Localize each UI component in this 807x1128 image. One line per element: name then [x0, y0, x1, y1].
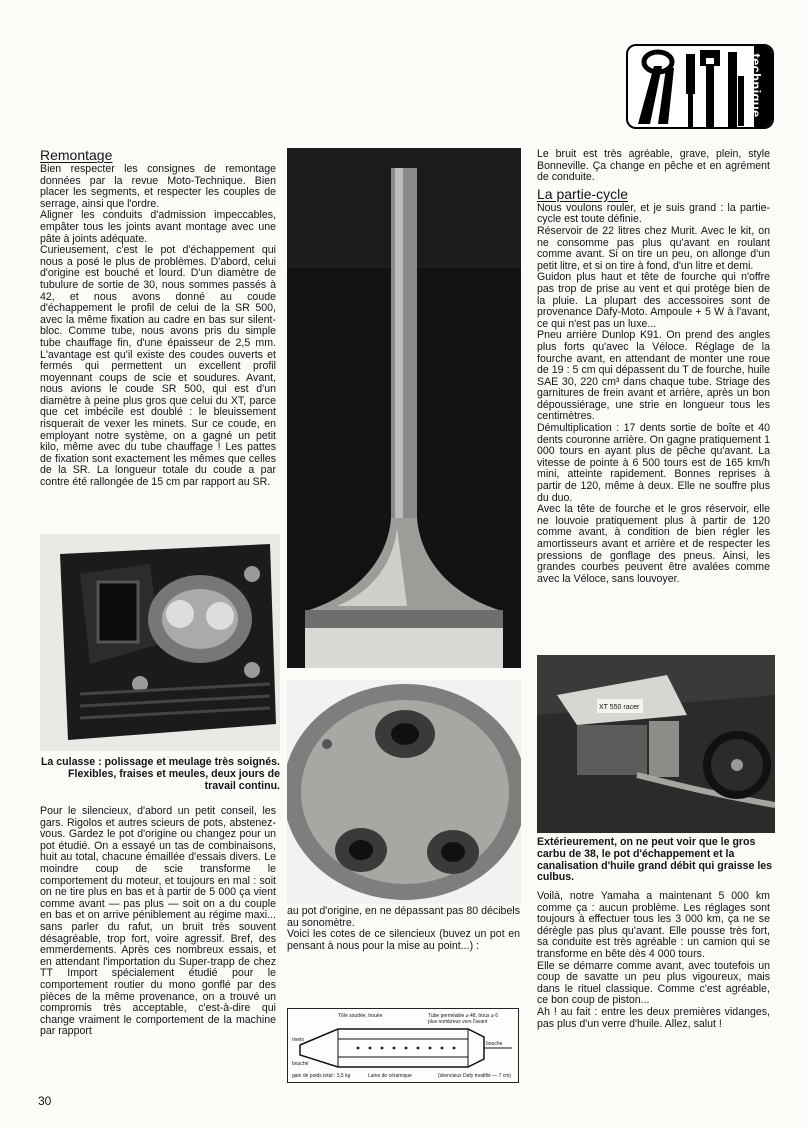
paragraph: Le bruit est très agréable, grave, plein, style Bonneville. Ça change en pêche et en agrément de conduite. [537, 148, 770, 184]
exterior-caption: Extérieurement, on ne peut voir que le gros carbu de 38, le pot d'échappement et la canalisation d'huile grand débit qui graisse les culbus. [537, 836, 773, 884]
label-bouche-right: bouche [486, 1041, 503, 1047]
label-laine: Laine de céramique [368, 1073, 412, 1079]
technique-logo [626, 44, 774, 129]
label-gain: gain de poids total : 3,5 kg [292, 1073, 351, 1079]
paragraph: Voici les cotes de ce silencieux (buvez un pot en pensant à nous pour la mise au point...) : [287, 928, 520, 952]
silencer-photo [287, 680, 521, 904]
label-rivets: rivets [292, 1037, 304, 1043]
remontage-section [40, 147, 276, 489]
page-number: 30 [38, 1094, 52, 1108]
paragraph: Avec la tête de fourche et le gros réservoir, elle ne louvoie pratiquement plus à partir de 120 comme avant, à condition de bien régler les amortisseurs avant et arrière et de respecter les pressions de gonflage des pneus. Ainsi, les grandes courbes peuvent être avalées comme avec la Véloce, sans louvoyer. [537, 503, 770, 585]
label-tole: Tôle soudée, trouée [338, 1013, 383, 1019]
culasse-photo [40, 534, 280, 751]
label-bouche: bouché [292, 1061, 309, 1067]
paragraph: Réservoir de 22 litres chez Murit. Avec le kit, on ne consomme pas plus qu'avant en roulant comme avant. Si on tire un peu, on allonge d'un petit litre, et si on tire à fond, d'un litre et demi. [537, 224, 770, 272]
remontage-heading: Remontage [40, 147, 113, 163]
paragraph: Bien respecter les consignes de remontage données par la revue Moto-Technique. Bien placer les segments, et respecter les couples de serrage, ainsi que l'ordre. [40, 163, 276, 210]
paragraph: Voilà, notre Yamaha a maintenant 5 000 km comme ça : aucun problème. Les réglages sont toujours à effectuer tous les 3 000 km, ça ne se dérègle pas plus qu'avant. Elle pousse très fort, sa conduite est très agréable : un camion qui se transforme en bête dès 4 000 tours. [537, 890, 770, 960]
label-silencieux: (silencieux Dafy modifié — 7 cm) [438, 1073, 512, 1079]
label-tube: Tube perméable ⌀ 48, trous ⌀ 6 plus nombreux vers l'avant [428, 1013, 499, 1025]
silencieux-section [40, 806, 276, 1038]
paragraph: au pot d'origine, en ne dépassant pas 80 décibels au sonomètre. [287, 905, 520, 929]
partie-cycle-heading: La partie-cycle [537, 185, 629, 202]
culasse-caption: La culasse : polissage et meulage très soignés. Flexibles, fraises et meules, deux jours de travail continu. [40, 756, 280, 792]
section-label: technique [748, 53, 764, 118]
paragraph: Nous voulons rouler, et je suis grand : la partie-cycle est toute définie. [537, 201, 770, 226]
paragraph: Elle se démarre comme avant, avec toutefois un coup de savatte un peu plus vigoureux, mais dans le rituel classique. Comme c'est agréable, ce bon coup de piston... [537, 959, 770, 1007]
paragraph: Ah ! au fait : entre les deux premières vidanges, pas plus d'un verre d'huile. Allez, salut ! [537, 1005, 770, 1030]
paragraph: Aligner les conduits d'admission impeccables, empâter tous les joints avant montage avec une pâte à joints adéquate. [40, 209, 276, 245]
paragraph: Démultiplication : 17 dents sortie de boîte et 40 dents couronne arrière. On gagne pratiquement 1 000 tours en ayant plus de pêche qu'avant. La vitesse de pointe à 6 500 tours est de 165 km/h mini, atteinte rapidement. Bonnes reprises à partir de 120, même à deux. Elle ne souffre plus du duo. [537, 422, 770, 504]
valve-photo [287, 148, 521, 668]
bike-photo [537, 655, 775, 833]
paragraph: Pour le silencieux, d'abord un petit conseil, les gars. Rigolos et autres scieurs de pots, abstenez-vous. Gardez le pot d'origine ou changez pour un pot étudié. On a essayé un tas de combinaisons, huit au total, chacune émaillée d'essais divers. Le moindre coup de scie transforme le comportement du moteur, et toujours en mal : soit on ne tire plus en bas et à partir de 5 000 ça vient comme avant — pas plus — soit on a du couple en bas et on arrive péniblement au régime maxi... sans parler du rafut, un bruit très souvent désagréable, trop fort, voire agressif. Bref, des emmerdements. Après ces nombreux essais, et en attendant l'importation du Super-trapp de chez TT Import spécialement étudié pour le comportement routier du mono gonflé par des pièces de la même provenance, on a trouvé un compromis très acceptable, c'est-à-dire qui change vraiment le comportement de la machine par rapport [40, 805, 276, 1038]
conclusion-section [537, 891, 770, 1030]
paragraph: Curieusement, c'est le pot d'échappement qui nous a posé le plus de problèmes. D'abord, celui d'origine est bouché et lourd. D'un diamètre de tubulure de sortie de 30, nous sommes passés à 42, et nous avons donné au coude d'échappement le profil de celui de la SR 500, avec la même fixation au cadre en bas sur silent-bloc. Comme tube, nous avons pris du simple tube chauffage fin, d'une épaisseur de 2,5 mm. L'avantage est qu'il existe des coudes ouverts et fermés qui permettent un excellent profil moyennant coups de scie et soudures. Avant, nous avions le coude SR 500, qui est d'un diamètre à peine plus gros que celui du XT, parce que cet imbécile est doublé : le bleuissement risquerait de vexer les minets. Sur ce coude, en employant notre système, on a gagné un petit kilo, même avec du tube chauffage ! Les pattes de fixation sont exactement les mêmes que celles de la SR. La longueur totale du coude a par contre été rallongée de 15 cm par rapport au SR. [40, 244, 276, 489]
bike-plate: XT 550 racer [599, 704, 640, 711]
partie-cycle-section [537, 149, 770, 585]
silencer-diagram [287, 1008, 519, 1083]
paragraph: Guidon plus haut et tête de fourche qui n'offre pas trop de prise au vent et qui protège bien de la pluie. La plupart des accessoires sont de provenance Dafy-Moto. Ampoule + 5 W à l'avant, ce qui n'est pas un luxe... [537, 271, 770, 330]
paragraph: Pneu arrière Dunlop K91. On prend des angles plus forts qu'avec la Véloce. Réglage de la fourche avant, en attendant de monter une roue de 19 : 5 cm qui dépassent du T de fourche, huile SAE 30, 220 cm³ dans chaque tube. Striage des garnitures de frein avant et arrière, après un bon dépoussiérage, une strie en longueur tous les centimètres. [537, 329, 770, 423]
silencieux-continuation [287, 906, 520, 952]
